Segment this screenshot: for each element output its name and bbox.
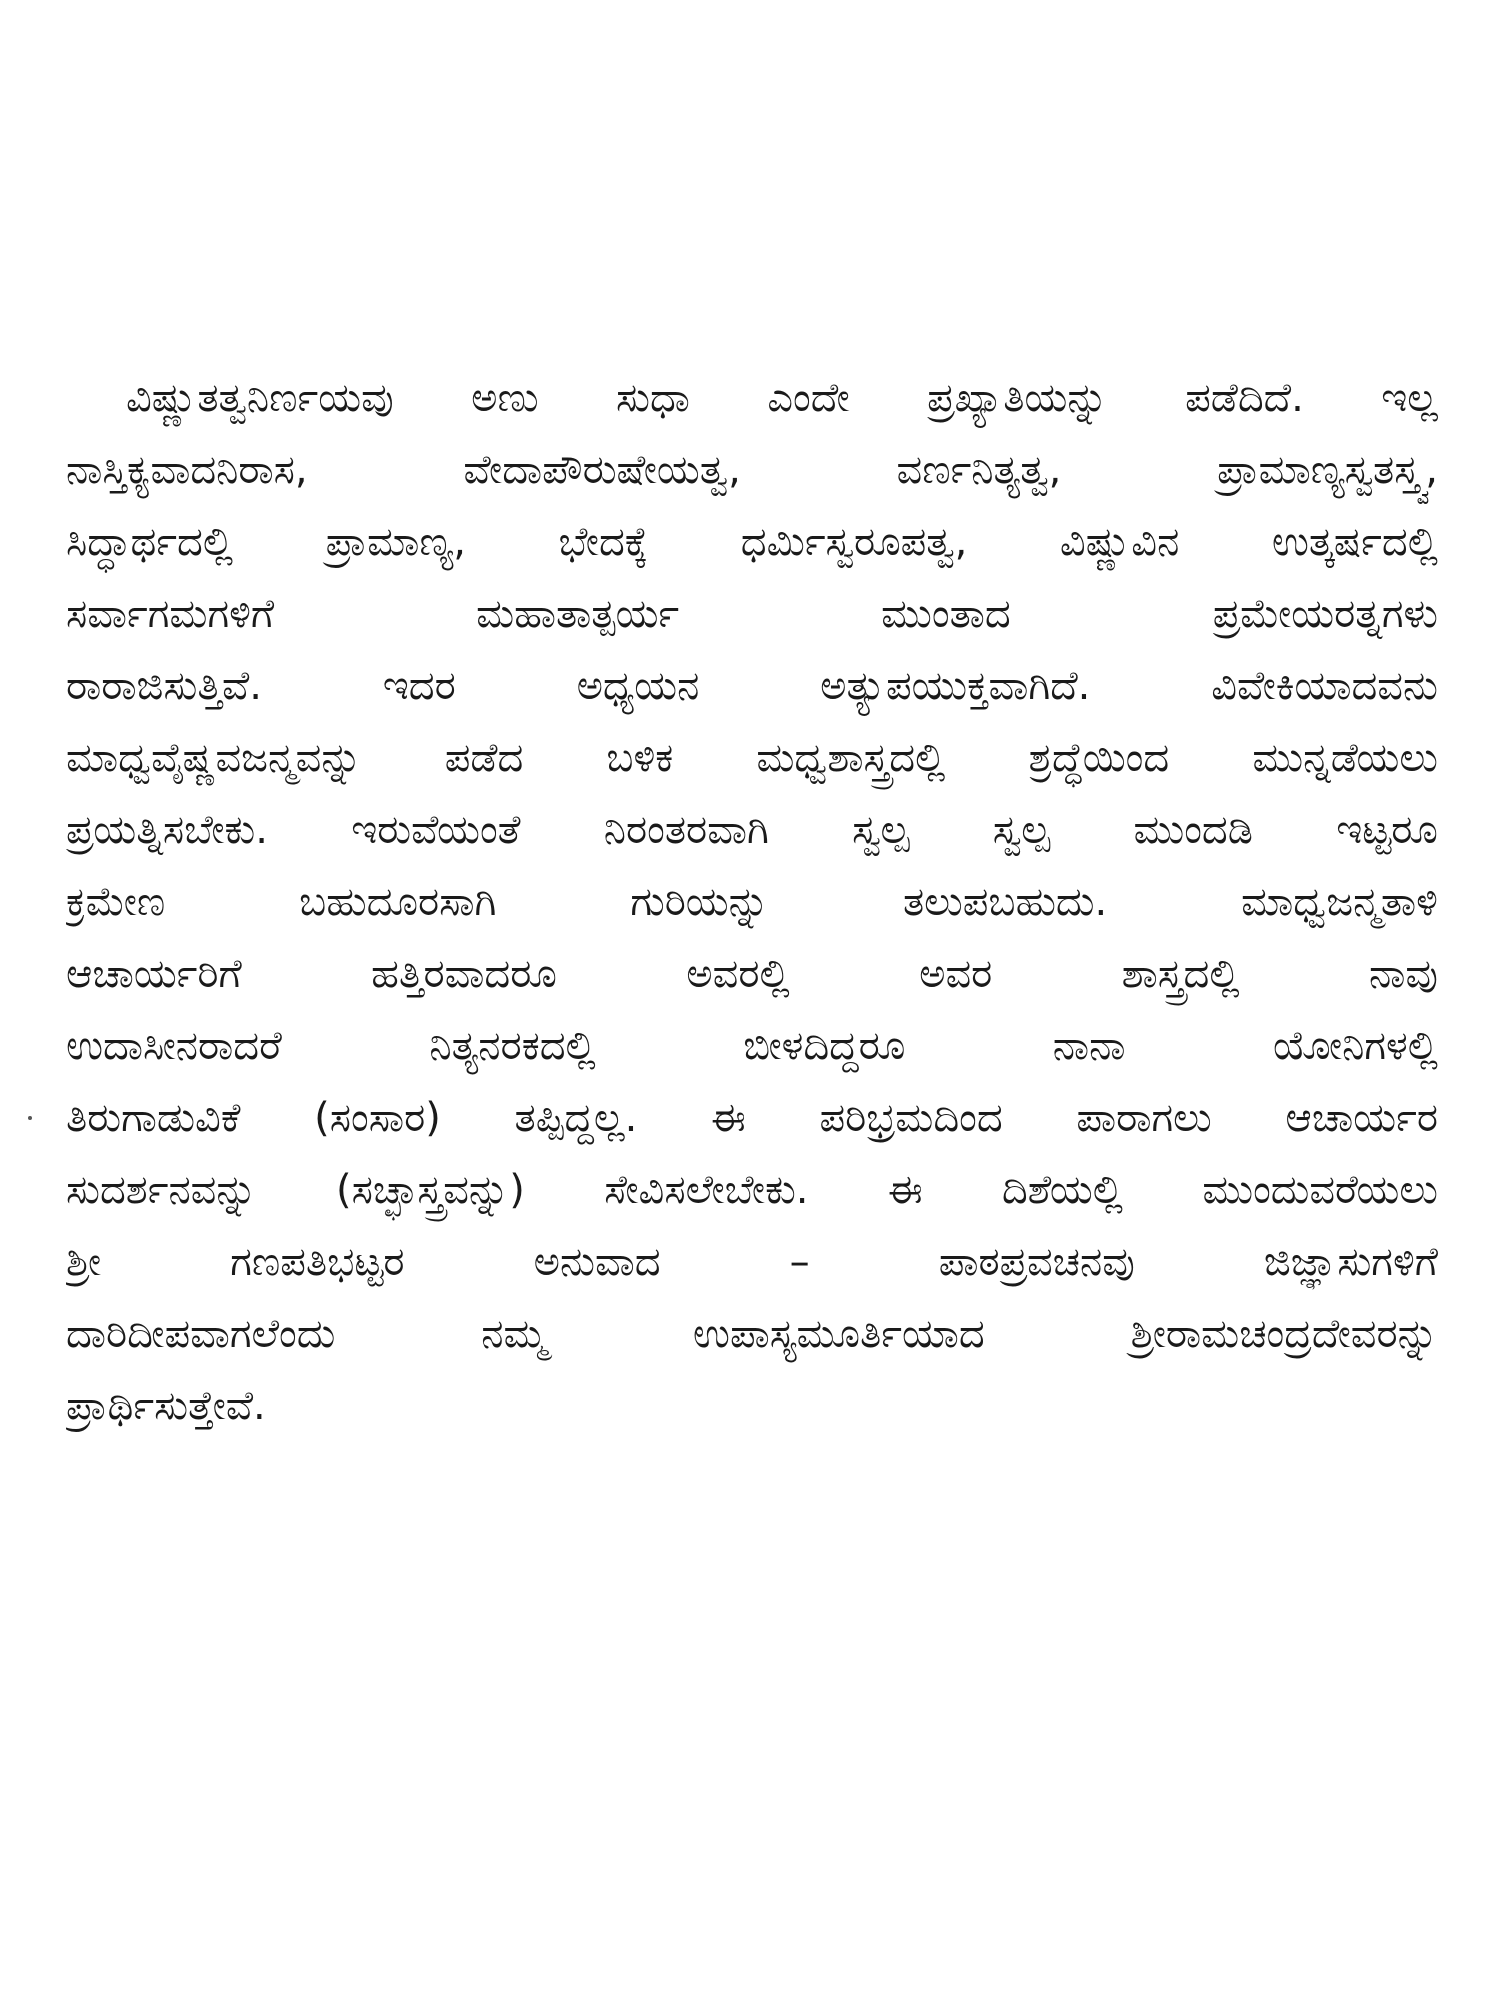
word: ವಿಷ್ಣುವಿನ — [1059, 519, 1180, 565]
word: ಮಾಧ್ವವೈಷ್ಣವಜನ್ಮವನ್ನು — [66, 735, 362, 781]
word: ಬಳಿಕ — [606, 735, 674, 781]
word: ಅಣು — [471, 375, 539, 421]
word: ಪ್ರಾರ್ಥಿಸುತ್ತೇವೆ. — [66, 1383, 266, 1429]
word: ಗುರಿಯನ್ನು — [630, 879, 770, 925]
text-line — [66, 1226, 1438, 1298]
word: ಗಣಪತಿಭಟ್ಟರ — [230, 1239, 405, 1285]
word: ಅವರ — [919, 951, 993, 997]
word: ಧರ್ಮಿಸ್ವರೂಪತ್ವ, — [740, 519, 968, 565]
word: ಹತ್ತಿರವಾದರೂ — [371, 951, 557, 997]
word: ಜಿಜ್ಞಾಸುಗಳಿಗೆ — [1263, 1239, 1438, 1285]
text-line — [66, 1154, 1438, 1226]
word: – — [789, 1239, 810, 1285]
word: ಅವರಲ್ಲಿ — [686, 951, 790, 997]
word: ಅನುವಾದ — [533, 1239, 661, 1285]
word: ಆಚಾರ್ಯರಿಗೆ — [66, 951, 242, 997]
word: ಅತ್ಯುಪಯುಕ್ತವಾಗಿದೆ. — [820, 663, 1091, 709]
word: ನಾನಾ — [1052, 1023, 1126, 1069]
text-line — [66, 1082, 1438, 1154]
word: ಇಟ್ಟರೂ — [1336, 807, 1438, 853]
word: ಇರುವೆಯಂತೆ — [351, 807, 521, 853]
word: ವಿಷ್ಣುತತ್ವನಿರ್ಣಯವು — [126, 375, 394, 421]
word: ಮಹಾತಾತ್ಪರ್ಯ — [476, 591, 680, 637]
word: ಶ್ರೀರಾಮಚಂದ್ರದೇವರನ್ನು — [1130, 1311, 1438, 1357]
word: ಬಹುದೂರಸಾಗಿ — [299, 879, 497, 925]
text-line — [66, 578, 1438, 650]
word: ನಾಸ್ತಿಕ್ಯವಾದನಿರಾಸ, — [66, 447, 308, 493]
word: ಭೇದಕ್ಕೆ — [558, 519, 649, 565]
word: ವೇದಾಪೌರುಷೇಯತ್ವ, — [463, 447, 741, 493]
word: ಸರ್ವಾಗಮಗಳಿಗೆ — [66, 591, 275, 637]
word: ಮುನ್ನಡೆಯಲು — [1252, 735, 1438, 781]
word: ಇದರ — [382, 663, 456, 709]
word: ಕ್ರಮೇಣ — [66, 879, 166, 925]
text-line — [66, 722, 1438, 794]
word: ಮಧ್ವಶಾಸ್ತ್ರದಲ್ಲಿ — [756, 735, 946, 781]
word: ಸಿದ್ಧಾರ್ಥದಲ್ಲಿ — [66, 519, 234, 565]
word: ಬೀಳದಿದ್ದರೂ — [743, 1023, 906, 1069]
scan-speck — [28, 1116, 32, 1120]
word: ತಪ್ಪಿದ್ದಲ್ಲ. — [514, 1095, 638, 1141]
word: ಶಾಸ್ತ್ರದಲ್ಲಿ — [1121, 951, 1240, 997]
word: ಪಾರಾಗಲು — [1076, 1095, 1212, 1141]
word: ಎಂದೇ — [767, 375, 850, 421]
word: ಸ್ವಲ್ಪ — [992, 807, 1051, 853]
word: ತಲುಪಬಹುದು. — [902, 879, 1108, 925]
word: ಪಡೆದಿದೆ. — [1185, 375, 1304, 421]
word: ಮುಂದಡಿ — [1133, 807, 1253, 853]
word: ನಾವು — [1369, 951, 1438, 997]
word: ಯೋನಿಗಳಲ್ಲಿ — [1272, 1023, 1438, 1069]
word: ಪ್ರಯತ್ನಿಸಬೇಕು. — [66, 807, 268, 853]
word: ವರ್ಣನಿತ್ಯತ್ವ, — [896, 447, 1062, 493]
word: ಪಾಠಪ್ರವಚನವು — [938, 1239, 1135, 1285]
word: ದಿಶೆಯಲ್ಲಿ — [1001, 1167, 1124, 1213]
word: ಅಧ್ಯಯನ — [576, 663, 700, 709]
word: ಉದಾಸೀನರಾದರೆ — [66, 1023, 282, 1069]
word: ಪ್ರಖ್ಯಾತಿಯನ್ನು — [927, 375, 1108, 421]
word: ಇಲ್ಲ — [1381, 375, 1438, 421]
word: ಮುಂದುವರೆಯಲು — [1202, 1167, 1438, 1213]
word: ಆಚಾರ್ಯರ — [1285, 1095, 1438, 1141]
word: ಸುಧಾ — [615, 375, 690, 421]
text-line — [66, 866, 1438, 938]
word: ಪ್ರಮೇಯರತ್ನಗಳು — [1212, 591, 1438, 637]
word: ಸ್ವಲ್ಪ — [852, 807, 910, 853]
text-line — [66, 1010, 1438, 1082]
word: ದಾರಿದೀಪವಾಗಲೆಂದು — [66, 1311, 336, 1357]
word: ಪಡೆದ — [444, 735, 524, 781]
word: ಉಪಾಸ್ಯಮೂರ್ತಿಯಾದ — [692, 1311, 985, 1357]
text-line — [66, 1298, 1438, 1370]
text-line — [66, 794, 1438, 866]
text-line — [66, 938, 1438, 1010]
text-line — [66, 506, 1438, 578]
word: ಶ್ರದ್ಧೆಯಿಂದ — [1028, 735, 1170, 781]
text-line — [66, 434, 1438, 506]
word: ಮುಂತಾದ — [881, 591, 1011, 637]
text-line — [66, 650, 1438, 722]
word: ಈ — [887, 1167, 923, 1213]
word: ತಿರುಗಾಡುವಿಕೆ — [66, 1095, 241, 1141]
text-line — [66, 362, 1438, 434]
word: ಮಾಧ್ವಜನ್ಮತಾಳಿ — [1241, 879, 1438, 925]
word: (ಸಚ್ಛಾಸ್ತ್ರವನ್ನು) — [336, 1167, 525, 1213]
word: ಈ — [711, 1095, 746, 1141]
word: ವಿವೇಕಿಯಾದವನು — [1211, 663, 1438, 709]
word: ನಿರಂತರವಾಗಿ — [603, 807, 769, 853]
paragraph — [66, 362, 1438, 1442]
word: ಪ್ರಾಮಾಣ್ಯಸ್ವತಸ್ತ್ವ, — [1217, 447, 1438, 493]
word: ಶ್ರೀ — [66, 1239, 102, 1285]
word: ನಮ್ಮ — [481, 1311, 547, 1357]
word: ಸೇವಿಸಲೇಬೇಕು. — [604, 1167, 809, 1213]
word: ಸುದರ್ಶನವನ್ನು — [66, 1167, 257, 1213]
word: ರಾರಾಜಿಸುತ್ತಿವೆ. — [66, 663, 262, 709]
word: ಪರಿಭ್ರಮದಿಂದ — [819, 1095, 1003, 1141]
word: ಪ್ರಾಮಾಣ್ಯ, — [325, 519, 466, 565]
word: ನಿತ್ಯನರಕದಲ್ಲಿ — [429, 1023, 596, 1069]
word: ಉತ್ಕರ್ಷದಲ್ಲಿ — [1271, 519, 1438, 565]
text-line — [66, 1370, 1438, 1442]
word: (ಸಂಸಾರ) — [314, 1095, 441, 1141]
